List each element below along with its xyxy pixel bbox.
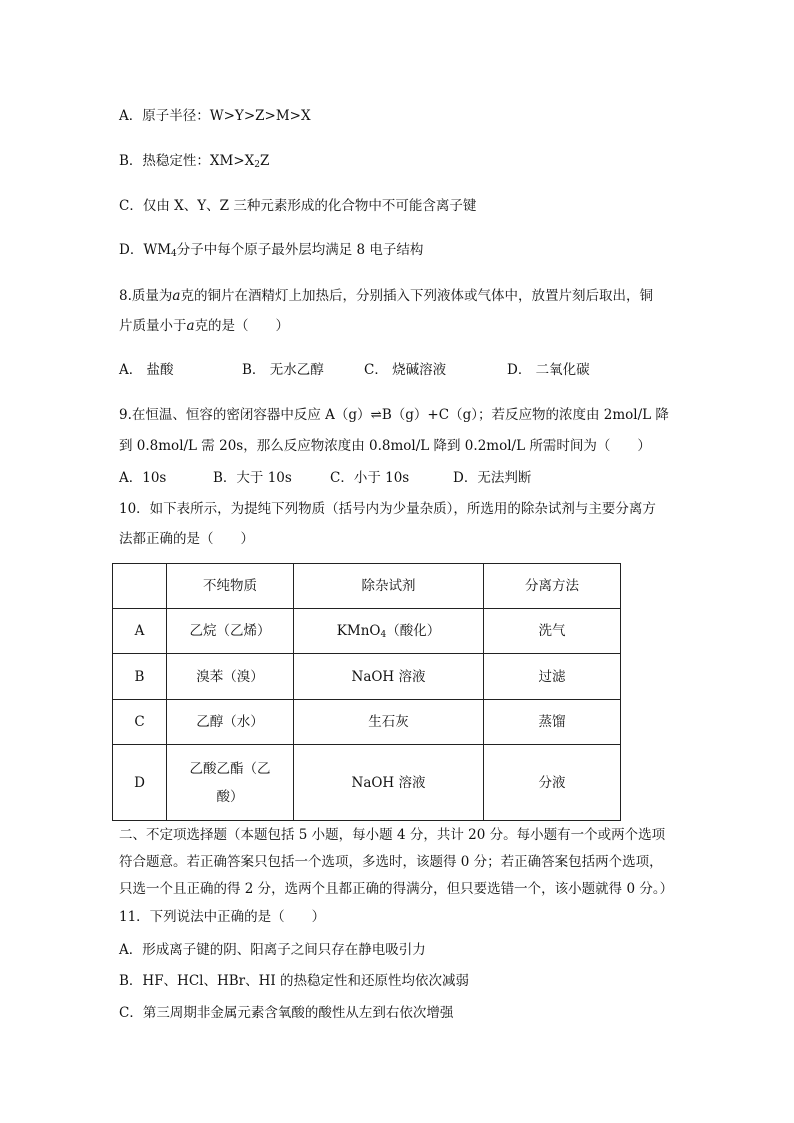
- q7-option-b: [119, 149, 269, 169]
- q7-option-d-text: D．WM: [119, 242, 172, 258]
- q7-option-c-text: C．仅由 X、Y、Z 三种元素形成的化合物中不可能含离子键: [119, 198, 477, 214]
- q9-option-b: B．大于 10s: [213, 470, 292, 486]
- impure-substance: [167, 745, 294, 821]
- subscript: 4: [380, 630, 387, 640]
- separation-method: 分液: [484, 745, 621, 821]
- q7-option-a-text: A．原子半径：W>Y>Z>M>X: [119, 108, 311, 124]
- section2-intro-line3: 只选一个且正确的得 2 分，选两个且都正确的得满分，但只要选错一个，该小题就得 0 分。）: [119, 881, 674, 897]
- table-header-cell: 分离方法: [484, 564, 621, 609]
- purification-table: [112, 563, 621, 821]
- subscript: 2: [254, 160, 261, 170]
- q9-stem-line1: 9.在恒温、恒容的密闭容器中反应 A（g）⇌B（g）+C（g）；若反应物的浓度由 2mol/L 降: [119, 407, 669, 423]
- row-label: A: [113, 609, 167, 654]
- subscript: 4: [171, 249, 177, 259]
- q8-option-a: A． 盐酸: [119, 362, 174, 378]
- q8-stem-line1: [119, 284, 653, 304]
- q11-option-a: A．形成离子键的阴、阳离子之间只存在静电吸引力: [119, 942, 426, 958]
- reagent: NaOH 溶液: [294, 654, 484, 700]
- section2-intro-line1: 二、不定项选择题（本题包括 5 小题，每小题 4 分，共计 20 分。每小题有一个或两个选项: [119, 827, 666, 843]
- q8-text: 克的铜片在酒精灯上加热后，分别插入下列液体或气体中，放置片刻后取出，铜: [180, 288, 653, 304]
- q7-option-a: [119, 104, 311, 124]
- impure-substance: 溴苯（溴）: [167, 654, 294, 700]
- q8-variable: a: [186, 318, 195, 334]
- table-row: [113, 700, 621, 745]
- table-header-cell: 不纯物质: [167, 564, 294, 609]
- q8-option-d: D． 二氧化碳: [507, 362, 590, 378]
- table-header-row: [113, 564, 621, 609]
- q8-option-b: B． 无水乙醇: [242, 362, 324, 378]
- q7-option-d-tail: 分子中每个原子最外层均满足 8 电子结构: [176, 242, 424, 258]
- table-row: [113, 654, 621, 700]
- reagent: 生石灰: [294, 700, 484, 745]
- row-label: C: [113, 700, 167, 745]
- table-header-cell: [113, 564, 167, 609]
- q8-stem-line2: [119, 314, 289, 334]
- impure-substance-text: 乙酸乙酯（乙酸）: [189, 760, 271, 805]
- q7-option-b-text: B．热稳定性：XM>X: [119, 153, 255, 169]
- separation-method: 蒸馏: [484, 700, 621, 745]
- section2-intro-line2: 符合题意。若正确答案只包括一个选项，多选时，该题得 0 分；若正确答案包括两个选项，: [119, 854, 663, 870]
- separation-method: 过滤: [484, 654, 621, 700]
- row-label: B: [113, 654, 167, 700]
- impure-substance: 乙醇（水）: [167, 700, 294, 745]
- q9-option-c: C．小于 10s: [330, 470, 410, 486]
- q7-option-c: [119, 194, 476, 214]
- row-label: D: [113, 745, 167, 821]
- reagent-text: KMnO: [336, 623, 381, 639]
- q11-stem: 11．下列说法中正确的是（ ）: [119, 909, 326, 925]
- reagent: NaOH 溶液: [294, 745, 484, 821]
- reagent: [294, 609, 484, 654]
- q10-stem-line1: 10．如下表所示，为提纯下列物质（括号内为少量杂质），所选用的除杂试剂与主要分离方: [119, 501, 656, 517]
- q10-stem-line2: 法都正确的是（ ）: [119, 531, 254, 547]
- table-row: [113, 745, 621, 821]
- table-row: [113, 609, 621, 654]
- q7-option-d: [119, 238, 423, 258]
- reagent-text: （酸化）: [386, 623, 441, 639]
- impure-substance: 乙烷（乙烯）: [167, 609, 294, 654]
- q11-option-c: C．第三周期非金属元素含氧酸的酸性从左到右依次增强: [119, 1005, 454, 1021]
- q8-option-c: C． 烧碱溶液: [364, 362, 447, 378]
- q8-text: 克的是（ ）: [194, 318, 290, 334]
- table-header-cell: 除杂试剂: [294, 564, 484, 609]
- q11-option-b: B．HF、HCl、HBr、HI 的热稳定性和还原性均依次减弱: [119, 973, 470, 989]
- q9-option-d: D．无法判断: [453, 470, 532, 486]
- q8-text: 片质量小于: [119, 318, 187, 334]
- q9-stem-line2: 到 0.8mol/L 需 20s，那么反应物浓度由 0.8mol/L 降到 0.2mol/L 所需时间为（ ）: [119, 438, 651, 454]
- q9-option-a: A．10s: [119, 470, 167, 486]
- q7-option-b-tail: Z: [260, 153, 270, 169]
- separation-method: 洗气: [484, 609, 621, 654]
- q8-variable: a: [172, 288, 181, 304]
- q8-text: 8.质量为: [119, 288, 173, 304]
